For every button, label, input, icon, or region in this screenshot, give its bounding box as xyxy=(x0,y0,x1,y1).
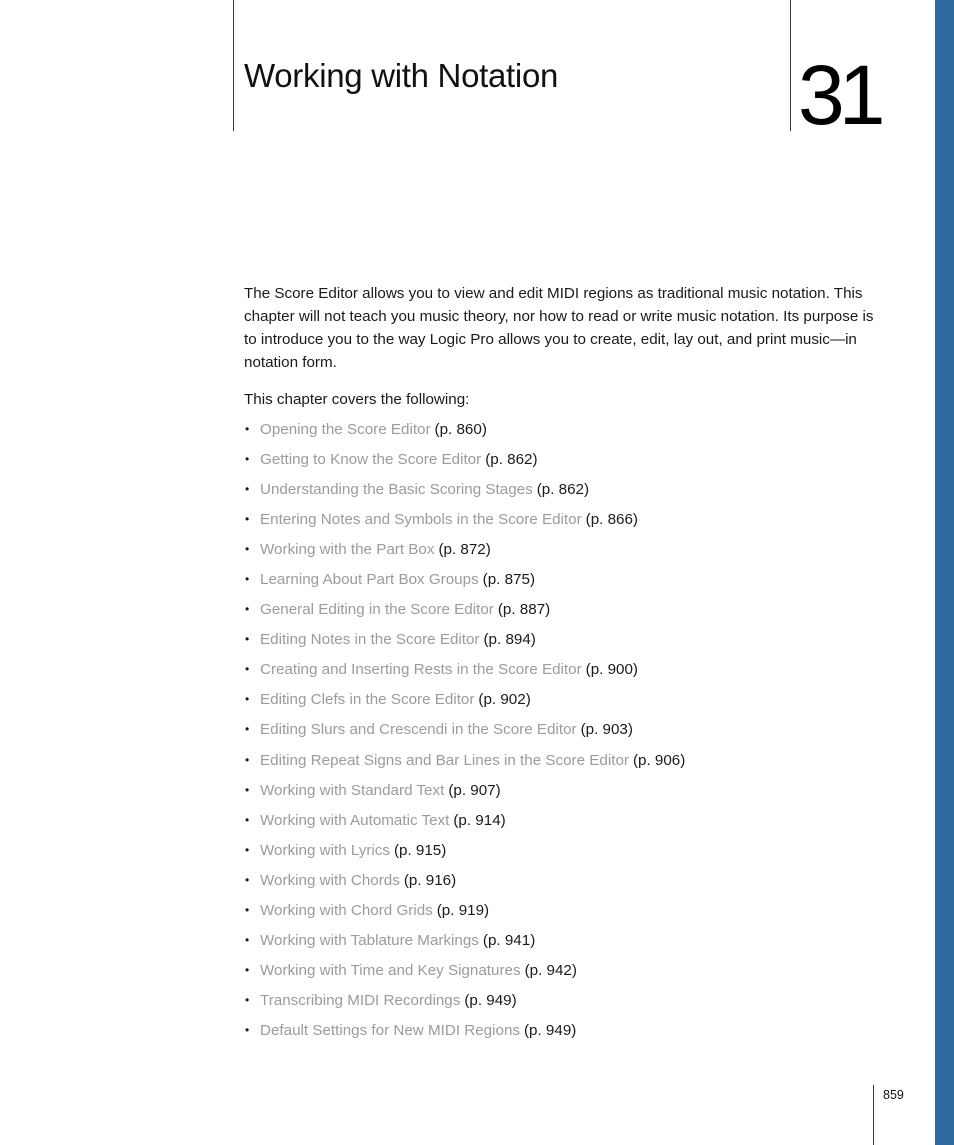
toc-link[interactable]: Learning About Part Box Groups xyxy=(260,571,479,589)
bullet-icon: • xyxy=(245,422,250,436)
toc-link[interactable]: Working with Chord Grids xyxy=(260,901,433,919)
list-item xyxy=(244,418,685,448)
toc-page-ref: (p. 903) xyxy=(580,721,633,739)
toc-link[interactable]: Opening the Score Editor xyxy=(260,421,431,438)
toc-link[interactable]: Creating and Inserting Rests in the Score Editor xyxy=(260,661,582,679)
list-item xyxy=(244,598,685,628)
toc-page-ref: (p. 872) xyxy=(438,541,491,559)
toc-page-ref: (p. 942) xyxy=(524,961,577,979)
chapter-tab-bar xyxy=(935,0,954,1145)
bullet-icon: • xyxy=(245,752,250,767)
toc-page-ref: (p. 941) xyxy=(482,931,536,949)
chapter-contents-list xyxy=(244,418,685,1049)
bullet-icon: • xyxy=(245,1022,250,1037)
toc-page-ref: (p. 949) xyxy=(464,991,517,1009)
toc-page-ref: (p. 862) xyxy=(485,451,538,469)
bullet-icon: • xyxy=(245,452,250,467)
list-item xyxy=(244,839,685,869)
list-item xyxy=(244,538,685,568)
toc-link[interactable]: Editing Slurs and Crescendi in the Score Editor xyxy=(260,721,577,739)
footer-rule xyxy=(873,1085,874,1145)
toc-page-ref: (p. 887) xyxy=(497,601,551,619)
list-item xyxy=(244,899,685,929)
toc-page-ref: (p. 914) xyxy=(453,811,506,829)
list-item xyxy=(244,718,685,748)
bullet-icon: • xyxy=(245,572,250,587)
toc-link[interactable]: Editing Notes in the Score Editor xyxy=(260,631,480,649)
toc-link[interactable]: Working with Tablature Markings xyxy=(260,931,479,949)
list-item xyxy=(244,448,685,478)
list-item xyxy=(244,959,685,989)
toc-link[interactable]: Working with Time and Key Signatures xyxy=(260,961,521,979)
toc-link[interactable]: Working with the Part Box xyxy=(260,541,435,559)
chapter-number: 31 xyxy=(798,48,880,142)
list-item xyxy=(244,749,685,779)
toc-link[interactable]: Working with Automatic Text xyxy=(260,811,450,829)
toc-link[interactable]: Transcribing MIDI Recordings xyxy=(260,991,461,1009)
list-item xyxy=(244,688,685,718)
list-item xyxy=(244,628,685,658)
toc-link[interactable]: Working with Standard Text xyxy=(260,781,445,799)
bullet-icon: • xyxy=(245,542,250,557)
list-item xyxy=(244,989,685,1019)
toc-link[interactable]: Working with Chords xyxy=(260,871,400,889)
toc-link[interactable]: Editing Repeat Signs and Bar Lines in the Score Editor xyxy=(260,751,629,769)
bullet-icon: • xyxy=(245,902,250,917)
toc-page-ref: (p. 915) xyxy=(393,841,447,859)
bullet-icon: • xyxy=(245,782,250,797)
bullet-icon: • xyxy=(245,512,250,527)
toc-page-ref: (p. 862) xyxy=(536,481,590,499)
toc-page-ref: (p. 906) xyxy=(632,751,686,769)
bullet-icon: • xyxy=(245,662,250,677)
toc-page-ref: (p. 866) xyxy=(585,511,638,529)
toc-page-ref: (p. 916) xyxy=(403,871,457,889)
list-item xyxy=(244,478,685,508)
bullet-icon: • xyxy=(245,872,250,887)
bullet-icon: • xyxy=(245,482,250,497)
bullet-icon: • xyxy=(245,602,250,617)
toc-page-ref: (p. 902) xyxy=(478,691,531,709)
toc-link[interactable]: Editing Clefs in the Score Editor xyxy=(260,691,475,709)
bullet-icon: • xyxy=(245,692,250,707)
list-item xyxy=(244,508,685,538)
toc-link[interactable]: Understanding the Basic Scoring Stages xyxy=(260,481,533,499)
toc-page-ref: (p. 919) xyxy=(436,901,490,919)
toc-page-ref: (p. 900) xyxy=(585,661,638,679)
list-item xyxy=(244,1019,685,1049)
bullet-icon: • xyxy=(245,962,250,977)
toc-page-ref: (p. 907) xyxy=(448,781,501,799)
intro-paragraph: The Score Editor allows you to view and edit MIDI regions as traditional music notation. This chapter will not teach you music theory, nor how to read or write music notation. Its purpose is to introduce you to the way Logic Pro allows you to create, edit, lay out, and print music—in notation form. xyxy=(244,285,874,371)
bullet-icon: • xyxy=(245,932,250,947)
list-item xyxy=(244,658,685,688)
list-item xyxy=(244,929,685,959)
toc-link[interactable]: Entering Notes and Symbols in the Score Editor xyxy=(260,511,582,529)
chapter-title: Working with Notation xyxy=(244,57,559,94)
toc-link[interactable]: Getting to Know the Score Editor xyxy=(260,451,482,469)
list-item xyxy=(244,869,685,899)
header-rule-left xyxy=(233,0,234,131)
list-item xyxy=(244,809,685,839)
toc-page-ref: (p. 860) xyxy=(434,421,487,438)
list-item xyxy=(244,568,685,598)
toc-page-ref: (p. 949) xyxy=(523,1021,577,1039)
bullet-icon: • xyxy=(245,842,250,857)
header-rule-right xyxy=(790,0,791,131)
bullet-icon: • xyxy=(245,992,250,1007)
page-number: 859 xyxy=(883,1088,904,1102)
toc-link[interactable]: Default Settings for New MIDI Regions xyxy=(260,1021,520,1039)
list-item xyxy=(244,779,685,809)
bullet-icon: • xyxy=(245,812,250,827)
bullet-icon: • xyxy=(245,632,250,647)
toc-page-ref: (p. 894) xyxy=(483,631,536,649)
covers-label: This chapter covers the following: xyxy=(244,391,470,408)
toc-link[interactable]: Working with Lyrics xyxy=(260,841,390,859)
toc-link[interactable]: General Editing in the Score Editor xyxy=(260,601,494,619)
bullet-icon: • xyxy=(245,722,250,737)
toc-page-ref: (p. 875) xyxy=(482,571,536,589)
